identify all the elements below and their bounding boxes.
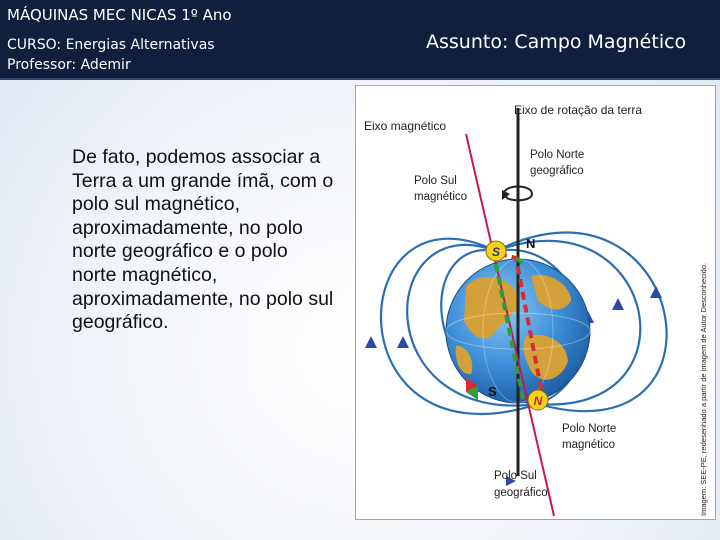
- badge-n-text: N: [533, 394, 543, 408]
- badge-s-text: S: [491, 245, 501, 259]
- course-name: CURSO: Energias Alternativas: [7, 37, 215, 53]
- label-pole-s: S: [488, 384, 497, 399]
- earth-magnetic-field-figure: [355, 85, 716, 520]
- label-south-mag-1: Polo Sul: [414, 175, 457, 187]
- label-north-mag-2: magnético: [562, 439, 616, 451]
- label-north-geo-1: Polo Norte: [530, 149, 585, 161]
- subject-title: Assunto: Campo Magnético: [426, 31, 687, 53]
- arrow-marker: [650, 286, 662, 298]
- label-north-mag-1: Polo Norte: [562, 423, 617, 435]
- course-title: MÁQUINAS MEC NICAS 1º Ano: [7, 6, 232, 24]
- professor-name: Professor: Ademir: [7, 57, 131, 73]
- label-south-mag-2: magnético: [414, 191, 468, 203]
- label-north-geo-2: geográfico: [530, 165, 584, 177]
- arrow-marker: [365, 336, 377, 348]
- arrow-marker: [612, 298, 624, 310]
- arrow-marker: [397, 336, 409, 348]
- label-rotation-axis: Eixo de rotação da terra: [514, 103, 643, 117]
- figure-illustration: [356, 86, 717, 521]
- main-paragraph: De fato, podemos associar a Terra a um grande ímã, com o polo sul magnético, aproximadamente, no polo norte geográfico e o polo norte magnético, aproximadamente, no polo sul geográfico.: [72, 146, 334, 334]
- label-magnetic-axis: Eixo magnético: [364, 119, 447, 133]
- label-south-geo-2: geográfico: [494, 487, 548, 499]
- label-south-geo-1: Polo Sul: [494, 470, 537, 482]
- label-pole-n: N: [526, 236, 536, 251]
- image-credit: Imagem: SEE-PE, redesenhado a partir de imagem de Autor Desconhecido.: [699, 262, 708, 516]
- title-bar: [0, 0, 720, 80]
